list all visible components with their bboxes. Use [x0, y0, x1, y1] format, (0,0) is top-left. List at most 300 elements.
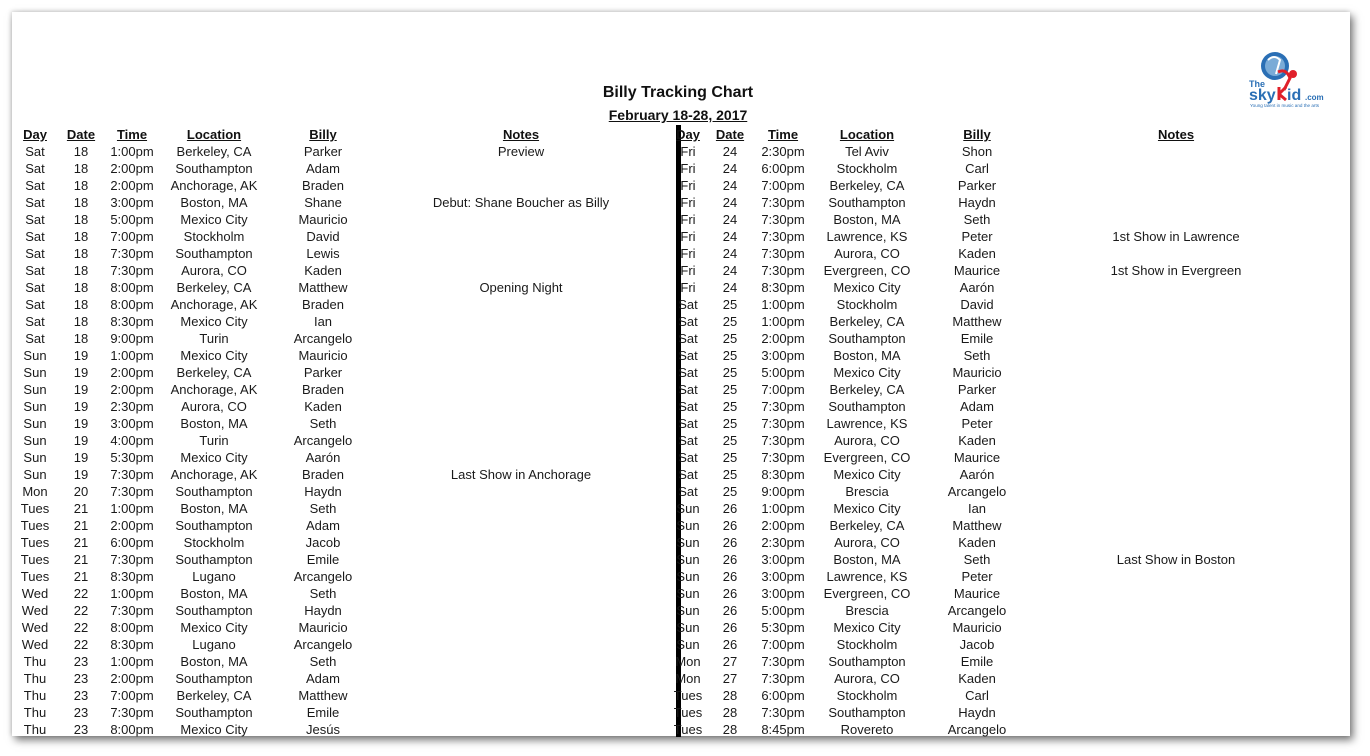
- cell-location: Berkeley, CA: [176, 144, 252, 159]
- cell-day: Sun: [676, 569, 700, 584]
- cell-day: Sun: [23, 382, 47, 397]
- cell-day: Sat: [678, 365, 698, 380]
- cell-billy: Aarón: [959, 467, 995, 482]
- cell-location: Stockholm: [183, 535, 245, 550]
- cell-billy: Matthew: [298, 280, 348, 295]
- cell-location: Berkeley, CA: [829, 382, 905, 397]
- column-header-location: Location: [186, 127, 242, 142]
- cell-date: 18: [73, 280, 89, 295]
- cell-billy: Peter: [961, 229, 993, 244]
- cell-date: 19: [73, 416, 89, 431]
- cell-time: 1:00pm: [761, 501, 805, 516]
- cell-billy: Kaden: [304, 263, 342, 278]
- cell-billy: Mauricio: [952, 620, 1002, 635]
- cell-day: Tues: [20, 501, 50, 516]
- page-subtitle: February 18-28, 2017: [608, 107, 748, 123]
- cell-time: 2:30pm: [761, 144, 805, 159]
- cell-date: 23: [73, 722, 89, 737]
- cell-billy: Peter: [961, 416, 993, 431]
- cell-date: 23: [73, 671, 89, 686]
- cell-time: 7:30pm: [761, 433, 805, 448]
- cell-day: Thu: [23, 688, 47, 703]
- cell-billy: Seth: [309, 586, 337, 601]
- cell-date: 21: [73, 535, 89, 550]
- cell-date: 24: [722, 144, 738, 159]
- cell-location: Berkeley, CA: [829, 314, 905, 329]
- cell-time: 1:00pm: [110, 348, 154, 363]
- cell-date: 18: [73, 246, 89, 261]
- cell-time: 8:00pm: [110, 722, 154, 737]
- cell-time: 5:00pm: [761, 365, 805, 380]
- cell-location: Mexico City: [833, 280, 901, 295]
- cell-billy: Ian: [967, 501, 987, 516]
- cell-date: 26: [722, 552, 738, 567]
- cell-billy: Seth: [309, 654, 337, 669]
- cell-billy: Mauricio: [298, 620, 348, 635]
- cell-location: Southampton: [175, 518, 253, 533]
- cell-day: Sun: [676, 552, 700, 567]
- cell-day: Tues: [20, 569, 50, 584]
- cell-location: Turin: [199, 331, 229, 346]
- cell-billy: Mauricio: [298, 348, 348, 363]
- cell-date: 21: [73, 501, 89, 516]
- cell-billy: Jacob: [959, 637, 995, 652]
- logo-text-id: id: [1287, 87, 1302, 104]
- cell-billy: Emile: [306, 552, 340, 567]
- cell-date: 19: [73, 382, 89, 397]
- cell-date: 22: [73, 637, 89, 652]
- cell-day: Sun: [23, 416, 47, 431]
- cell-billy: Haydn: [304, 484, 342, 499]
- cell-billy: Maurice: [953, 263, 1001, 278]
- cell-day: Sat: [25, 297, 45, 312]
- cell-time: 7:30pm: [761, 229, 805, 244]
- cell-billy: Arcangelo: [947, 484, 1007, 499]
- cell-time: 8:00pm: [110, 280, 154, 295]
- cell-location: Aurora, CO: [834, 433, 900, 448]
- cell-date: 23: [73, 654, 89, 669]
- cell-date: 18: [73, 161, 89, 176]
- cell-location: Mexico City: [180, 314, 248, 329]
- cell-location: Lawrence, KS: [826, 229, 908, 244]
- cell-location: Boston, MA: [180, 501, 248, 516]
- cell-time: 7:30pm: [761, 671, 805, 686]
- cell-time: 7:30pm: [761, 705, 805, 720]
- cell-date: 18: [73, 263, 89, 278]
- cell-date: 26: [722, 501, 738, 516]
- cell-location: Tel Aviv: [845, 144, 889, 159]
- cell-date: 28: [722, 722, 738, 737]
- cell-billy: Kaden: [304, 399, 342, 414]
- cell-date: 24: [722, 263, 738, 278]
- cell-day: Sun: [23, 365, 47, 380]
- cell-location: Boston, MA: [833, 552, 901, 567]
- column-header-notes: Notes: [502, 127, 540, 142]
- cell-location: Southampton: [828, 705, 906, 720]
- cell-day: Sat: [25, 178, 45, 193]
- page-title: Billy Tracking Chart: [602, 84, 754, 101]
- cell-time: 5:30pm: [761, 620, 805, 635]
- cell-day: Sun: [676, 535, 700, 550]
- cell-date: 18: [73, 144, 89, 159]
- cell-day: Wed: [21, 637, 49, 652]
- cell-location: Southampton: [828, 399, 906, 414]
- cell-billy: Parker: [303, 365, 343, 380]
- cell-location: Stockholm: [836, 161, 898, 176]
- cell-day: Sat: [678, 297, 698, 312]
- cell-day: Sun: [676, 586, 700, 601]
- cell-time: 7:30pm: [761, 246, 805, 261]
- cell-billy: Shane: [304, 195, 342, 210]
- cell-day: Sat: [25, 161, 45, 176]
- cell-day: Thu: [23, 654, 47, 669]
- cell-location: Southampton: [175, 484, 253, 499]
- cell-time: 7:00pm: [761, 637, 805, 652]
- cell-location: Anchorage, AK: [170, 178, 258, 193]
- cell-time: 1:00pm: [110, 144, 154, 159]
- cell-day: Wed: [21, 586, 49, 601]
- cell-day: Sat: [678, 331, 698, 346]
- cell-time: 7:30pm: [110, 552, 154, 567]
- cell-billy: Peter: [961, 569, 993, 584]
- cell-date: 28: [722, 688, 738, 703]
- cell-time: 2:00pm: [110, 365, 154, 380]
- logo-text-sky: sky: [1249, 87, 1276, 104]
- cell-time: 2:30pm: [761, 535, 805, 550]
- cell-day: Wed: [21, 620, 49, 635]
- cell-day: Sat: [25, 263, 45, 278]
- cell-location: Aurora, CO: [834, 246, 900, 261]
- cell-time: 6:00pm: [761, 688, 805, 703]
- cell-date: 25: [722, 382, 738, 397]
- cell-date: 21: [73, 552, 89, 567]
- cell-time: 7:30pm: [761, 416, 805, 431]
- cell-day: Sat: [678, 382, 698, 397]
- cell-day: Tues: [673, 688, 703, 703]
- cell-date: 24: [722, 246, 738, 261]
- cell-billy: Braden: [302, 382, 344, 397]
- cell-time: 1:00pm: [761, 314, 805, 329]
- cell-date: 18: [73, 297, 89, 312]
- cell-billy: Arcangelo: [293, 637, 353, 652]
- column-header-day: Day: [676, 127, 700, 142]
- cell-time: 8:30pm: [110, 569, 154, 584]
- cell-location: Turin: [199, 433, 229, 448]
- logo-tagline: Young talent in music and the arts: [1250, 103, 1320, 108]
- cell-billy: Seth: [309, 416, 337, 431]
- cell-day: Tues: [20, 535, 50, 550]
- cell-time: 8:00pm: [110, 297, 154, 312]
- cell-notes: Last Show in Anchorage: [450, 467, 592, 482]
- cell-time: 7:00pm: [110, 229, 154, 244]
- cell-day: Sun: [23, 467, 47, 482]
- cell-billy: Adam: [960, 399, 994, 414]
- cell-time: 7:00pm: [761, 382, 805, 397]
- cell-date: 24: [722, 212, 738, 227]
- cell-billy: Jacob: [305, 535, 341, 550]
- cell-date: 24: [722, 280, 738, 295]
- cell-billy: Adam: [306, 161, 340, 176]
- cell-time: 8:30pm: [761, 280, 805, 295]
- cell-day: Sat: [678, 416, 698, 431]
- cell-billy: Kaden: [958, 671, 996, 686]
- cell-billy: Maurice: [953, 586, 1001, 601]
- cell-time: 7:30pm: [110, 246, 154, 261]
- cell-date: 27: [722, 671, 738, 686]
- cell-date: 22: [73, 620, 89, 635]
- cell-time: 1:00pm: [110, 654, 154, 669]
- cell-day: Fri: [680, 246, 696, 261]
- cell-date: 25: [722, 399, 738, 414]
- cell-location: Southampton: [828, 654, 906, 669]
- cell-billy: Jesús: [306, 722, 340, 737]
- cell-date: 26: [722, 569, 738, 584]
- cell-location: Mexico City: [833, 501, 901, 516]
- cell-time: 5:30pm: [110, 450, 154, 465]
- cell-billy: Arcangelo: [947, 603, 1007, 618]
- cell-location: Berkeley, CA: [176, 365, 252, 380]
- cell-date: 25: [722, 433, 738, 448]
- cell-day: Thu: [23, 671, 47, 686]
- cell-location: Lawrence, KS: [826, 569, 908, 584]
- cell-date: 18: [73, 331, 89, 346]
- cell-location: Mexico City: [180, 722, 248, 737]
- cell-location: Boston, MA: [833, 212, 901, 227]
- cell-location: Stockholm: [836, 637, 898, 652]
- cell-billy: Kaden: [958, 246, 996, 261]
- cell-date: 22: [73, 603, 89, 618]
- cell-date: 19: [73, 467, 89, 482]
- cell-location: Berkeley, CA: [829, 178, 905, 193]
- cell-date: 19: [73, 450, 89, 465]
- cell-billy: Carl: [965, 688, 989, 703]
- cell-time: 8:30pm: [110, 637, 154, 652]
- cell-date: 19: [73, 365, 89, 380]
- cell-location: Evergreen, CO: [823, 263, 911, 278]
- cell-billy: Seth: [963, 212, 991, 227]
- cell-day: Sun: [676, 518, 700, 533]
- cell-day: Sun: [23, 433, 47, 448]
- cell-day: Thu: [23, 722, 47, 737]
- cell-location: Mexico City: [833, 365, 901, 380]
- cell-billy: Matthew: [952, 314, 1002, 329]
- cell-time: 6:00pm: [110, 535, 154, 550]
- cell-date: 27: [722, 654, 738, 669]
- cell-billy: Kaden: [958, 433, 996, 448]
- cell-location: Stockholm: [836, 297, 898, 312]
- cell-billy: Matthew: [298, 688, 348, 703]
- cell-time: 7:30pm: [110, 263, 154, 278]
- cell-location: Mexico City: [833, 620, 901, 635]
- cell-date: 18: [73, 195, 89, 210]
- cell-location: Boston, MA: [833, 348, 901, 363]
- cell-time: 2:00pm: [110, 518, 154, 533]
- cell-billy: Maurice: [953, 450, 1001, 465]
- cell-day: Sun: [676, 501, 700, 516]
- cell-day: Sat: [678, 399, 698, 414]
- cell-date: 25: [722, 365, 738, 380]
- cell-billy: David: [960, 297, 994, 312]
- cell-location: Anchorage, AK: [170, 467, 258, 482]
- cell-billy: Adam: [306, 518, 340, 533]
- cell-billy: Haydn: [304, 603, 342, 618]
- cell-time: 7:30pm: [761, 195, 805, 210]
- cell-location: Lawrence, KS: [826, 416, 908, 431]
- cell-location: Boston, MA: [180, 416, 248, 431]
- cell-location: Anchorage, AK: [170, 297, 258, 312]
- cell-billy: Mauricio: [298, 212, 348, 227]
- cell-billy: David: [306, 229, 340, 244]
- cell-day: Sat: [25, 331, 45, 346]
- cell-day: Tues: [20, 518, 50, 533]
- cell-time: 1:00pm: [110, 501, 154, 516]
- cell-time: 5:00pm: [761, 603, 805, 618]
- cell-location: Southampton: [175, 603, 253, 618]
- cell-time: 2:00pm: [110, 161, 154, 176]
- cell-date: 26: [722, 518, 738, 533]
- cell-time: 7:30pm: [761, 399, 805, 414]
- cell-date: 18: [73, 314, 89, 329]
- cell-date: 21: [73, 518, 89, 533]
- cell-location: Brescia: [845, 603, 889, 618]
- cell-location: Southampton: [175, 161, 253, 176]
- cell-date: 26: [722, 603, 738, 618]
- cell-date: 24: [722, 195, 738, 210]
- cell-date: 18: [73, 212, 89, 227]
- cell-billy: Aarón: [959, 280, 995, 295]
- cell-day: Sun: [23, 399, 47, 414]
- cell-day: Sat: [678, 433, 698, 448]
- cell-day: Tues: [673, 705, 703, 720]
- cell-location: Aurora, CO: [834, 535, 900, 550]
- cell-day: Sat: [25, 280, 45, 295]
- cell-location: Evergreen, CO: [823, 586, 911, 601]
- cell-time: 3:00pm: [761, 569, 805, 584]
- cell-notes: 1st Show in Evergreen: [1110, 263, 1242, 278]
- cell-billy: Lewis: [306, 246, 340, 261]
- cell-day: Wed: [21, 603, 49, 618]
- cell-date: 19: [73, 348, 89, 363]
- logo-text-the: The: [1249, 79, 1266, 89]
- cell-location: Southampton: [828, 195, 906, 210]
- cell-location: Boston, MA: [180, 586, 248, 601]
- cell-location: Southampton: [175, 705, 253, 720]
- cell-location: Rovereto: [840, 722, 894, 737]
- cell-time: 9:00pm: [761, 484, 805, 499]
- cell-time: 7:30pm: [110, 705, 154, 720]
- cell-billy: Parker: [957, 178, 997, 193]
- cell-time: 7:30pm: [110, 484, 154, 499]
- cell-location: Stockholm: [183, 229, 245, 244]
- cell-location: Anchorage, AK: [170, 382, 258, 397]
- cell-billy: Aarón: [305, 450, 341, 465]
- cell-billy: Mauricio: [952, 365, 1002, 380]
- cell-date: 24: [722, 178, 738, 193]
- column-header-time: Time: [767, 127, 799, 142]
- cell-billy: Emile: [306, 705, 340, 720]
- cell-day: Fri: [680, 144, 696, 159]
- cell-time: 7:30pm: [761, 450, 805, 465]
- cell-billy: Seth: [963, 348, 991, 363]
- cell-time: 8:00pm: [110, 620, 154, 635]
- cell-time: 9:00pm: [110, 331, 154, 346]
- cell-location: Boston, MA: [180, 654, 248, 669]
- cell-billy: Ian: [313, 314, 333, 329]
- cell-time: 7:30pm: [110, 603, 154, 618]
- cell-notes: Last Show in Boston: [1116, 552, 1236, 567]
- cell-day: Fri: [680, 178, 696, 193]
- cell-billy: Emile: [960, 654, 994, 669]
- cell-date: 22: [73, 586, 89, 601]
- cell-time: 6:00pm: [761, 161, 805, 176]
- cell-billy: Arcangelo: [947, 722, 1007, 737]
- cell-date: 24: [722, 229, 738, 244]
- cell-location: Aurora, CO: [181, 399, 247, 414]
- cell-date: 26: [722, 586, 738, 601]
- cell-time: 7:30pm: [761, 263, 805, 278]
- cell-date: 25: [722, 484, 738, 499]
- cell-notes: Preview: [497, 144, 545, 159]
- cell-billy: Arcangelo: [293, 331, 353, 346]
- cell-day: Sat: [25, 195, 45, 210]
- cell-time: 4:00pm: [110, 433, 154, 448]
- cell-date: 25: [722, 467, 738, 482]
- cell-day: Sat: [25, 229, 45, 244]
- cell-location: Southampton: [175, 671, 253, 686]
- cell-day: Tues: [20, 552, 50, 567]
- logo-graphic: [1248, 50, 1352, 110]
- cell-billy: Emile: [960, 331, 994, 346]
- cell-date: 26: [722, 535, 738, 550]
- cell-date: 18: [73, 229, 89, 244]
- cell-day: Fri: [680, 263, 696, 278]
- cell-day: Sat: [25, 212, 45, 227]
- cell-day: Mon: [675, 654, 701, 669]
- cell-billy: Braden: [302, 467, 344, 482]
- cell-location: Berkeley, CA: [829, 518, 905, 533]
- cell-location: Southampton: [175, 552, 253, 567]
- cell-time: 7:30pm: [110, 467, 154, 482]
- cell-date: 25: [722, 450, 738, 465]
- cell-billy: Parker: [957, 382, 997, 397]
- cell-date: 20: [73, 484, 89, 499]
- cell-location: Brescia: [845, 484, 889, 499]
- logo-text-com: .com: [1305, 93, 1324, 102]
- cell-date: 25: [722, 416, 738, 431]
- cell-time: 7:30pm: [761, 654, 805, 669]
- cell-date: 21: [73, 569, 89, 584]
- column-header-billy: Billy: [963, 127, 991, 142]
- cell-day: Sun: [676, 620, 700, 635]
- cell-time: 3:00pm: [761, 586, 805, 601]
- skykid-logo: [1248, 50, 1352, 110]
- cell-notes: 1st Show in Lawrence: [1112, 229, 1240, 244]
- cell-billy: Arcangelo: [293, 569, 353, 584]
- cell-billy: Haydn: [958, 195, 996, 210]
- cell-time: 1:00pm: [110, 586, 154, 601]
- cell-date: 26: [722, 620, 738, 635]
- cell-date: 23: [73, 688, 89, 703]
- cell-billy: Seth: [309, 501, 337, 516]
- cell-date: 26: [722, 637, 738, 652]
- cell-time: 3:00pm: [761, 552, 805, 567]
- cell-day: Fri: [680, 212, 696, 227]
- cell-time: 7:30pm: [761, 212, 805, 227]
- cell-date: 25: [722, 297, 738, 312]
- cell-day: Fri: [680, 195, 696, 210]
- logo-k-icon: [1279, 87, 1286, 100]
- column-header-date: Date: [66, 127, 96, 142]
